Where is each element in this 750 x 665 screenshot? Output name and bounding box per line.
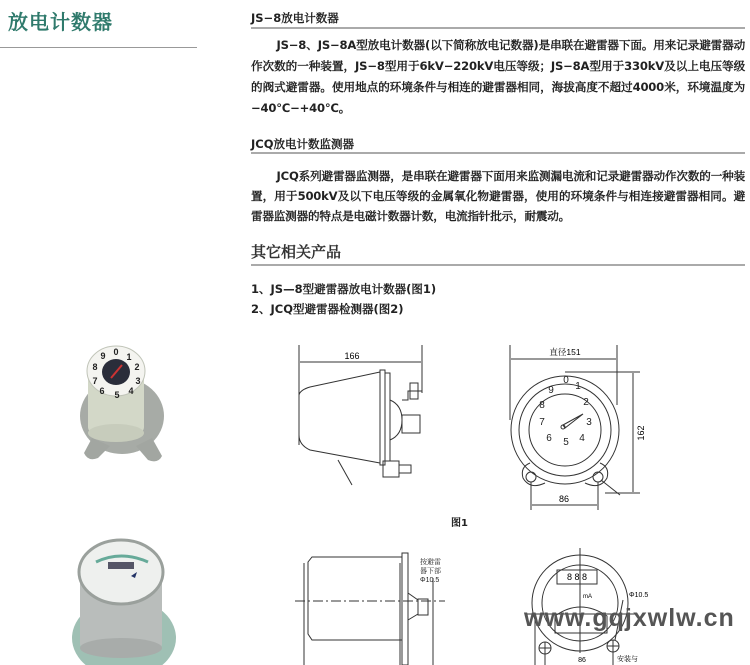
svg-text:3: 3 [135,376,141,386]
figure2-side-view-drawing [290,548,450,665]
meter-unit: mA [583,594,592,600]
counter-display: 8 8 8 [566,572,588,582]
section-divider [251,152,745,154]
drawing-note: 器下部 [420,568,441,575]
section-heading-js8: JS−8放电计数器 [251,11,339,25]
related-item[interactable]: 2、JCQ型避雷器检测器(图2) [251,302,404,316]
related-item[interactable]: 1、JS—8型避雷器放电计数器(图1) [251,282,437,296]
dimension-hole-spacing: 86 [578,657,586,664]
svg-text:2: 2 [134,362,140,372]
dimension-width: 166 [344,351,360,361]
watermark: www.gqjxwlw.cn [524,604,735,632]
js8-counter-photo [70,338,170,468]
svg-text:7: 7 [92,376,98,386]
svg-text:8: 8 [92,362,98,372]
jcq-monitor-photo [68,538,180,665]
drawing-note: Φ10.5 [420,577,440,584]
dial-digit: 5 [563,437,569,448]
dial-digit: 1 [575,381,581,392]
dial-digit: 0 [563,375,569,386]
figure1-caption: 图1 [451,518,468,529]
dial-digit: 8 [539,400,545,411]
svg-text:6: 6 [99,386,105,396]
dimension-diameter: 直径151 [549,347,581,357]
dial-digit: 9 [548,385,554,396]
dial-digit: 4 [579,433,585,444]
figure1-side-view-drawing [290,345,440,510]
svg-text:9: 9 [100,351,106,361]
dimension-hole-spacing: 86 [558,494,570,504]
dial-digit: 3 [586,417,592,428]
svg-text:5: 5 [114,390,120,400]
section-text-jcq: JCQ系列避雷器监测器，是串联在避雷器下面用来监测漏电流和记录避雷器动作次数的一种装置，用于500kV及以下电压等级的金属氧化物避雷器，使用的环境条件与相连接避雷器相同。避雷器监测器的特点是电磁计数器计数，电流指针批示，耐震动。 [251,169,745,223]
dimension-height: 162 [636,425,646,441]
svg-text:0: 0 [113,347,119,357]
drawing-note: 按避雷 [420,559,441,566]
section-text-js8: JS−8、JS−8A型放电计数器(以下简称放电记数器)是串联在避雷器下面。用来记录避雷器动作次数的一种装置，JS−8型用于6kV−220kV电压等级；JS−8A型用于330kV及以上电压等级的阀式避雷器。使用地点的环境条件与相连的避雷器相同，海拔高度不超过4000米，环境温度为−40℃−+40℃。 [251,38,745,115]
svg-text:1: 1 [126,352,132,362]
page-title: 放电计数器 [8,10,113,34]
dial-digit: 6 [546,433,552,444]
dial-digit: 7 [539,417,545,428]
section-heading-jcq: JCQ放电计数监测器 [251,137,354,151]
hole-note: Φ10.5 [629,592,649,599]
content-column [251,11,745,319]
dial-digit: 2 [583,397,589,408]
svg-text:4: 4 [128,386,134,396]
related-products-heading: 其它相关产品 [251,243,342,261]
install-note: 安装与 [617,656,638,663]
figure1-front-view-drawing [505,345,655,510]
title-divider [0,47,197,48]
section-divider [251,264,745,266]
section-divider [251,27,745,29]
